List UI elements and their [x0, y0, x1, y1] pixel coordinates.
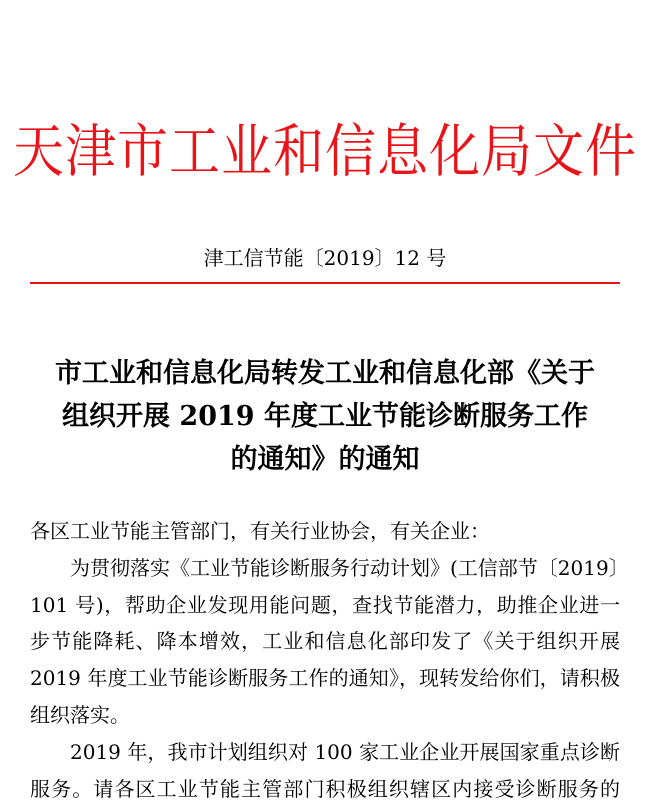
red-divider-line — [30, 282, 620, 284]
body-line: 101 号)，帮助企业发现用能问题，查找节能潜力，助推企业进一 — [30, 592, 620, 617]
document-number: 津工信节能〔2019〕12 号 — [203, 246, 447, 270]
body-line: 服务。请各区工业节能主管部门积极组织辖区内接受诊断服务的 — [30, 776, 620, 801]
body-line: 2019 年，我市计划组织对 100 家工业企业开展国家重点诊断 — [70, 739, 620, 764]
body-line: 步节能降耗、降本增效，工业和信息化部印发了《关于组织开展 — [30, 629, 620, 654]
salutation-line: 各区工业节能主管部门，有关行业协会，有关企业： — [30, 519, 490, 543]
notice-body — [30, 513, 629, 807]
notice-title-line: 组织开展 2019 年度工业节能诊断服务工作 — [62, 401, 588, 432]
body-line: 组织落实。 — [30, 702, 130, 727]
body-line: 2019 年度工业节能诊断服务工作的通知》，现转发给你们，请积极 — [30, 666, 620, 691]
body-line: 为贯彻落实《工业节能诊断服务行动计划》(工信部节〔2019〕 — [70, 555, 629, 580]
document-header-title: 天津市工业和信息化局文件 — [12, 119, 637, 186]
notice-title-line: 市工业和信息化局转发工业和信息化部《关于 — [55, 358, 595, 389]
notice-title-line: 的通知》的通知 — [230, 444, 420, 475]
notice-title — [30, 352, 620, 481]
